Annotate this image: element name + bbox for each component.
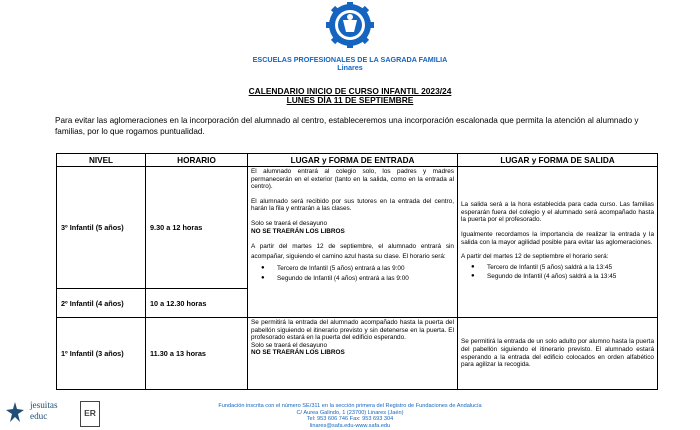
salida-cell — [458, 318, 658, 390]
table-row — [57, 167, 658, 289]
footer-address: C/ Aurea Galindo, 1 (23700) Linares (Jaén) — [296, 409, 404, 416]
salida-cell — [458, 167, 658, 318]
entrada-paragraph: Se permitirá la entrada del alumnado acompañado hasta la puerta del pabellón siguiendo el itinerario previsto y sin detenerse en la puerta. El profesorado estará en la puerta del edificio esperando. — [251, 319, 454, 342]
list-item: ● Tercero de Infantil (5 años) entrará a las 9:00 — [277, 265, 454, 273]
header-entrada: LUGAR y FORMA DE ENTRADA — [248, 154, 458, 167]
jesuitas-wordmark: jesuitas — [30, 400, 58, 410]
footer-phone: Tel: 953 606 746 Fax: 953 693 304 — [306, 416, 394, 422]
entrada-warning: NO SE TRAERÁN LOS LIBROS — [251, 227, 345, 235]
salida-bullet-list — [461, 264, 654, 281]
salida-paragraph: Igualmente recordamos la importancia de realizar la entrada y la salida con la mayor agilidad posible para evitar las aglomeraciones. — [461, 230, 654, 246]
entrada-bullet-list — [251, 265, 454, 282]
header-nivel: NIVEL — [57, 154, 146, 167]
nivel-cell: 3º Infantil (5 años) — [57, 167, 146, 289]
school-cogwheel-logo — [322, 2, 378, 48]
footer-email-web: linares@safa.edu-www.safa.edu — [309, 422, 391, 429]
entrada-paragraph: Solo se traerá el desayuno — [251, 341, 328, 349]
salida-paragraph: La salida será a la hora establecida para cada curso. Las familias esperarán fuera del colegio y el alumnado será acompañado hasta la puerta por el profesorado. — [461, 201, 654, 224]
table-header-row — [57, 154, 658, 167]
school-city: Linares — [337, 63, 363, 72]
list-item: ● Segundo de Infantil (4 años) saldrá a la 13:45 — [487, 273, 654, 281]
list-item: ● Segundo de Infantil (4 años) entrará a las 9:00 — [277, 275, 454, 283]
horario-cell: 10 a 12.30 horas — [146, 289, 248, 318]
nivel-cell: 2º Infantil (4 años) — [57, 289, 146, 318]
intro-paragraph: Para evitar las aglomeraciones en la incorporación del alumnado al centro, estableceremos una incorporación escalonada que permita la atención al alumnado y familias, por lo que rogamos puntualidad. — [55, 116, 639, 137]
document-subtitle: LUNES DÍA 11 DE SEPTIEMBRE — [286, 95, 414, 105]
er-mark: ER — [84, 408, 96, 418]
header-salida: LUGAR y FORMA DE SALIDA — [458, 154, 658, 167]
salida-paragraph: A partir del martes 12 de septiembre el horario será: — [461, 253, 609, 261]
entrada-paragraph: A partir del martes 12 de septiembre, el alumnado entrará sin acompañar, siguiendo el camino azul hasta su clase. El horario será: — [251, 243, 454, 261]
header-horario: HORARIO — [146, 154, 248, 167]
document-title: CALENDARIO INICIO DE CURSO INFANTIL 2023/24 — [248, 86, 452, 96]
horario-cell: 9.30 a 12 horas — [146, 167, 248, 289]
entrada-paragraph: El alumnado entrará al colegio solo, los padres y madres permanecerán en el exterior (tanto en la salida, como en la entrada al centro). — [251, 168, 454, 191]
footer-registration: Fundación inscrita con el número SE/311 en la sección primera del Registro de Fundaciones de Andalucía — [218, 403, 482, 409]
entrada-paragraph: El alumnado será recibido por sus tutores en la entrada del centro, harán la fila y entrarán a las clases. — [251, 197, 454, 213]
entrada-paragraph: Solo se traerá el desayuno — [251, 219, 328, 227]
salida-paragraph: Se permitirá la entrada de un solo adulto por alumno hasta la puerta del pabellón siguiendo el itinerario previsto. El alumnado estará esperando a la entrada del edificio colocados en orden alfabético para agilizar la recogida. — [461, 338, 654, 369]
entrada-warning: NO SE TRAERÁN LOS LIBROS — [251, 349, 345, 357]
list-item: ● Tercero de Infantil (5 años) saldrá a la 13:45 — [487, 264, 654, 272]
educ-wordmark: educ — [30, 411, 48, 421]
nivel-cell: 1º Infantil (3 años) — [57, 318, 146, 390]
schedule-table — [56, 153, 658, 390]
entrada-cell — [248, 167, 458, 318]
horario-cell: 11.30 a 13 horas — [146, 318, 248, 390]
table-row — [57, 318, 658, 390]
entrada-cell — [248, 318, 458, 390]
school-name: ESCUELAS PROFESIONALES DE LA SAGRADA FAMILIA — [252, 55, 448, 64]
